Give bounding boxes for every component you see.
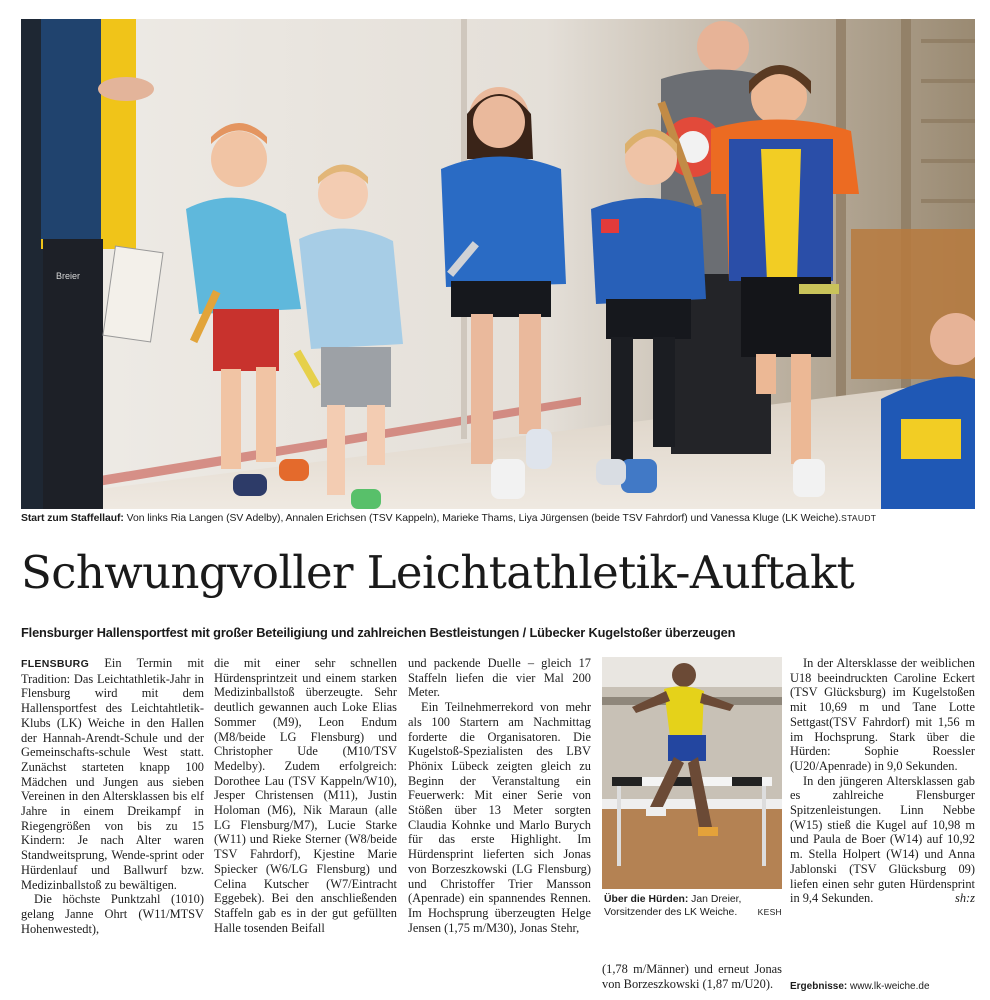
article-column-5: [790, 656, 975, 906]
article-column-1: [21, 656, 204, 936]
hurdles-caption-lead: Über die Hürden:: [604, 894, 689, 905]
hurdles-photo-art: [602, 657, 782, 889]
relay-start-photo-art: [21, 19, 975, 509]
svg-text:Breier: Breier: [56, 271, 81, 281]
relay-start-photo: [21, 19, 975, 509]
article-paragraph: die mit einer sehr schnellen Hürdensprintzeit und einem starken Medizinballstoß überzeugte. Sehr deutlich gewannen auch Loke Elias Sommer (M9), Leon Endum (M8/beide LG Flensburg) und Christopher Ude (M10/TSV Medelby). Zudem erfolgreich: Dorothee Lau (TSV Kappeln/W10), Jesper Christensen (M11), Justin Holoman (M6), Nik Maraun (alle LG Flensburg/M7), Lucie Starke (W11) und Rieke Sterner (W8/beide TSV Fahrdorf), Kjestine Marie Spiecker (W6/LG Flensburg) und Celina Kutscher (W7/Eintracht Eggebek). Bei den anschließenden Staffeln gab es in der gut gefüllten Halle tosenden Beifall: [214, 656, 397, 935]
author-signature: sh:z: [955, 891, 975, 906]
hurdles-caption-text: Jan Dreier, Vorsitzender des LK Weiche.: [604, 894, 742, 918]
subheadline: Flensburger Hallensportfest mit großer Beteiligiung und zahlreichen Bestleistungen / Lübecker Kugelstoßer überzeugen: [21, 625, 736, 640]
photo-caption-text: Von links Ria Langen (SV Adelby), Annalen Erichsen (TSV Kappeln), Marieke Thams, Liya Jürgensen (beide TSV Fahrdorf) und Vanessa Kluge (LK Weiche).: [123, 513, 842, 524]
article-column-2: [214, 656, 397, 935]
results-link[interactable]: [790, 980, 975, 994]
hurdles-photo: [602, 657, 782, 889]
paragraph-text: In den jüngeren Altersklassen gab es zahlreiche Flensburger Spitzenleistungen. Linn Nebbe (W15) stieß die Kugel auf 10,98 m und Paula de Boer (W14) auf 10,92 m. Stella Holpert (W14) und Anna Jablonski (TSV Glücksburg 09) liefen einen sehr guten Hürdensprint in 9,4 Sekunden.: [790, 773, 975, 906]
photo-caption-lead: Start zum Staffellauf:: [21, 513, 124, 524]
photo-caption: [21, 511, 975, 526]
article-paragraph: Die höchste Punktzahl (1010) gelang Janne Ohrt (W11/MTSV Hohenwestedt),: [21, 892, 204, 936]
article-paragraph: [21, 656, 204, 892]
article-paragraph: [790, 774, 975, 906]
article-column-4-tail: [602, 962, 782, 991]
article-paragraph: (1,78 m/Männer) und erneut Jonas von Borzeszkowski (1,87 m/U20).: [602, 962, 782, 991]
paragraph-text: Ein Termin mit Tradition: Das Leichtathletik-Jahr in Flensburg wird mit dem Hallensportfest des Leichtahtletik-Klubs (LK) Weiche in den Hallen der Hannah-Arendt-Schule und der Gemeinschafts-schule West statt. Zunächst starteten knapp 100 Mädchen und Jungen aus sieben Vereinen in den Altersklassen bis elf Jahre in einem Dreikampf in Riegengrößen von bis zu 15 Kindern: Je nach Alter waren Standweitsprung, Wende-sprint oder Hürdenlauf und Ballwurf bzw. Medizinballstoß zu bewältigen.: [21, 656, 204, 892]
dateline: FLENSBURG: [21, 658, 90, 670]
hurdles-photo-caption: [604, 893, 782, 919]
photo-credit: STAUDT: [841, 513, 877, 523]
article-paragraph: In der Altersklasse der weiblichen U18 beeindruckten Caroline Eckert (TSV Glücksburg) im Kugelstoßen mit 10,69 m und Tane Lotte Settgast(TSV Fahrdorf) mit 1,56 m im Hochsprung. Stark über die Hürden: Sophie Roessler (U20/Apenrade) in 9,0 Sekunden.: [790, 656, 975, 773]
results-url[interactable]: www.lk-weiche.de: [847, 981, 930, 992]
article-column-3: [408, 656, 591, 935]
results-label: Ergebnisse:: [790, 981, 848, 992]
hurdles-photo-credit: KESH: [757, 907, 782, 917]
article-paragraph: und packende Duelle – gleich 17 Staffeln liefen die vier Mal 200 Meter.: [408, 656, 591, 700]
article-paragraph: Ein Teilnehmerrekord von mehr als 100 Startern am Nachmittag forderte die Organisatoren. Die Kugelstoß-Spezialisten des LBV Phönix Lübeck zeigten gleich zu Beginn der Veranstaltung ein Feuerwerk: Mit einer Serie von Stößen über 13 Meter sorgten Claudia Kohnke und Marlo Burych für das erste Highlight. Im Hürdensprint lieferten sich Jonas von Borzeszkowski (LG Flensburg) und Christoffer Trier Mansson (Apenrade) ein spannendes Rennen. Im Hochsprung überzeugten Helge Jensen (1,75 m/M30), Jonas Stehr,: [408, 700, 591, 935]
headline: Schwungvoller Leichtathletik-Auftakt: [21, 546, 855, 599]
